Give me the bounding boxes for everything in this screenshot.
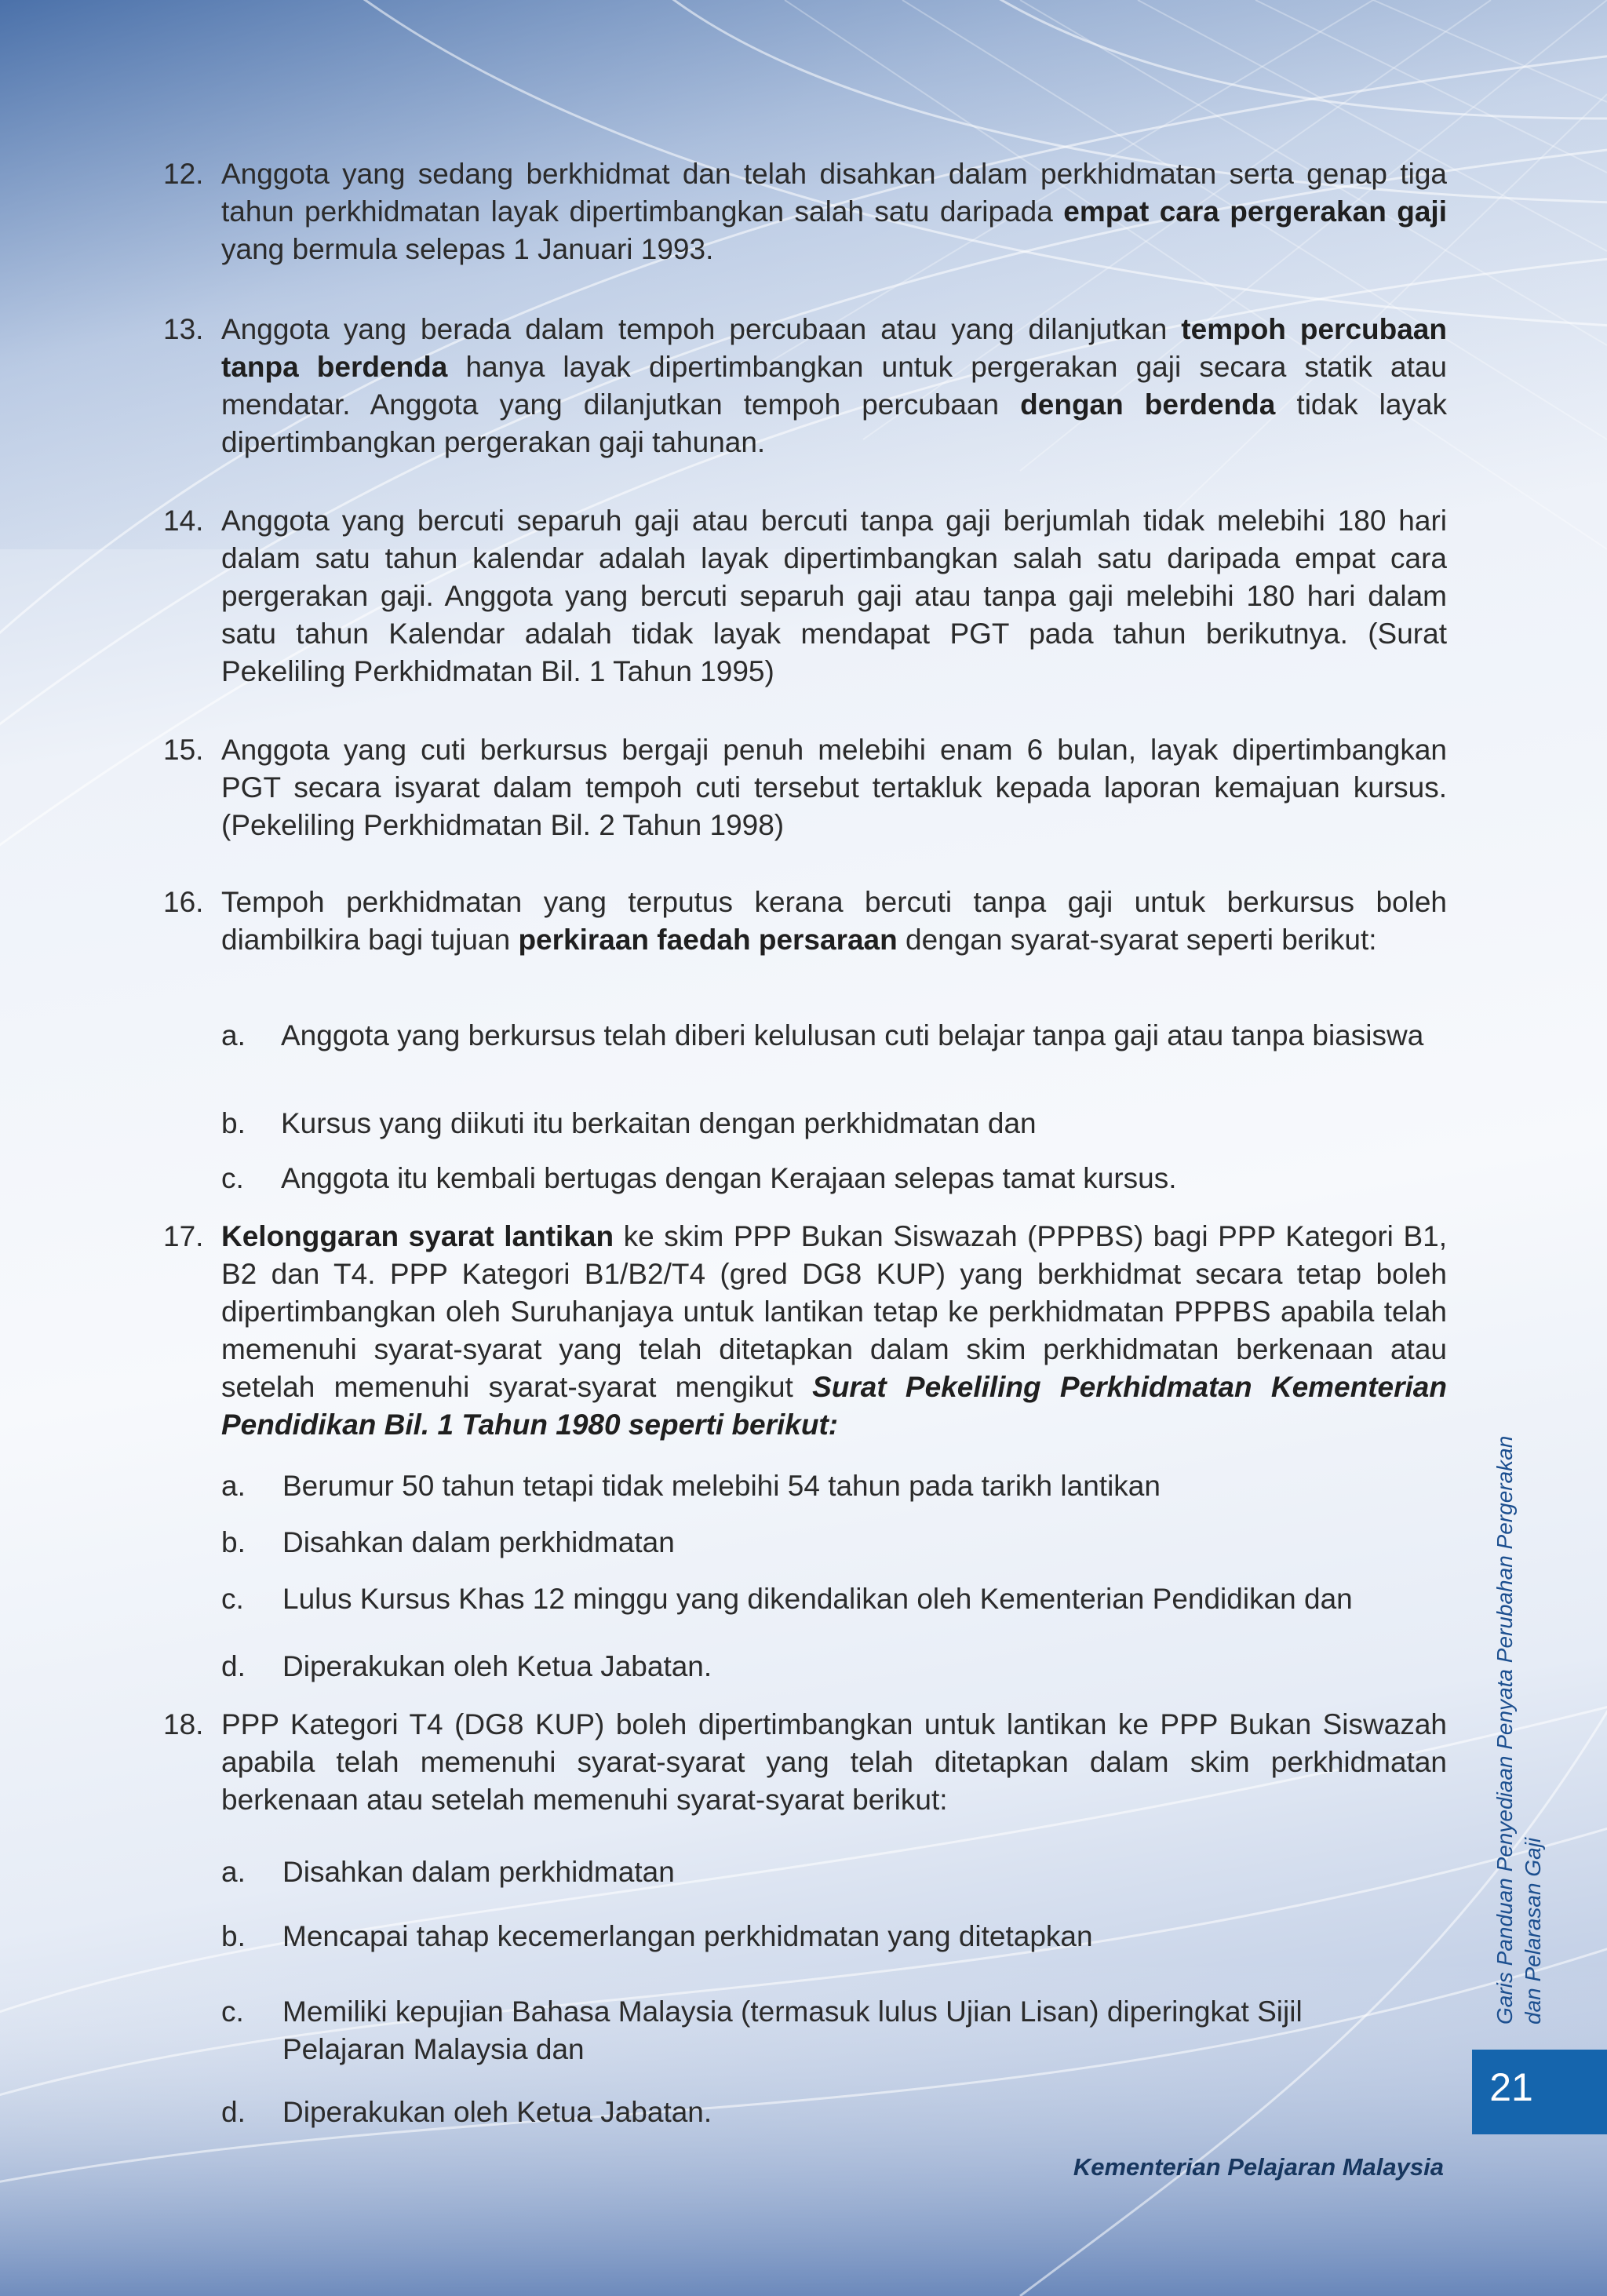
sub-item-text: Lulus Kursus Khas 12 minggu yang dikendalikan oleh Kementerian Pendidikan dan <box>282 1583 1353 1615</box>
text-segment: yang bermula selepas 1 Januari 1993. <box>221 233 714 265</box>
sub-item-letter: a. <box>221 1856 246 1888</box>
bold-text-segment: Surat Pekeliling Perkhidmatan Kementerian Pendidikan Bil. 1 Tahun 1980 seperti berikut: <box>221 1371 1447 1441</box>
footer-ministry: Kementerian Pelajaran Malaysia <box>1073 2153 1444 2181</box>
sub-item-letter: b. <box>221 1526 246 1558</box>
paragraph-body <box>221 155 1447 268</box>
bold-text-segment: tempoh percubaan tanpa berdenda <box>221 313 1447 383</box>
sub-item-letter: a. <box>221 1470 246 1502</box>
paragraph-number: 14. <box>163 505 204 537</box>
paragraph-number: 17. <box>163 1220 204 1252</box>
paragraph-14 <box>163 502 1447 691</box>
paragraph-13 <box>163 311 1447 461</box>
paragraph-body <box>221 731 1447 844</box>
sub-item-letter: d. <box>221 2096 246 2128</box>
paragraph-number: 12. <box>163 158 204 190</box>
sub-item-text: Disahkan dalam perkhidmatan <box>282 1856 675 1888</box>
text-segment: Anggota yang bercuti separuh gaji atau bercuti tanpa gaji berjumlah tidak melebihi 180 hari dalam satu tahun kalendar adalah layak dipertimbangkan salah satu daripada empat cara pergerakan gaji. Anggota yang bercuti separuh gaji atau tanpa gaji melebihi 180 hari dalam satu tahun Kalendar adalah tidak layak mendapat PGT pada tahun berikutnya. (Surat Pekeliling Perkhidmatan Bil. 1 Tahun 1995) <box>221 505 1447 687</box>
sub-item-17c <box>221 1580 1445 1618</box>
side-caption <box>1491 1397 1546 2024</box>
sub-item-18a <box>221 1853 1445 1891</box>
sub-item-text: Memiliki kepujian Bahasa Malaysia (termasuk lulus Ujian Lisan) diperingkat Sijil Pelajaran Malaysia dan <box>282 1995 1303 2065</box>
text-segment: hanya layak dipertimbangkan untuk pergerakan gaji secara statik atau mendatar. Anggota yang dilanjutkan tempoh percubaan <box>221 351 1448 421</box>
side-caption-line-1: Garis Panduan Penyediaan Penyata Perubahan Pergerakan <box>1492 1435 1517 2024</box>
sub-item-16a <box>221 1017 1445 1055</box>
bold-text-segment: Kelonggaran syarat lantikan <box>221 1220 614 1252</box>
sub-item-letter: b. <box>221 1107 246 1139</box>
text-segment: dengan syarat-syarat seperti berikut: <box>897 924 1377 956</box>
text-segment: Anggota yang berada dalam tempoh percubaan atau yang dilanjutkan <box>221 313 1182 345</box>
sub-item-text: Anggota yang berkursus telah diberi kelulusan cuti belajar tanpa gaji atau tanpa biasiswa <box>281 1019 1424 1051</box>
text-segment: Anggota yang cuti berkursus bergaji penuh melebihi enam 6 bulan, layak dipertimbangkan PGT secara isyarat dalam tempoh cuti tersebut tertakluk kepada laporan kemajuan kursus. (Pekeliling Perkhidmatan Bil. 2 Tahun 1998) <box>221 734 1447 841</box>
sub-item-text: Kursus yang diikuti itu berkaitan dengan perkhidmatan dan <box>281 1107 1037 1139</box>
bold-text-segment: dengan berdenda <box>1020 388 1276 421</box>
sub-item-16b <box>221 1105 1445 1143</box>
paragraph-body <box>221 502 1447 691</box>
bold-text-segment: empat cara pergerakan gaji <box>1063 195 1447 228</box>
text-segment: tidak layak dipertimbangkan pergerakan gaji tahunan. <box>221 388 1448 458</box>
page-number-box <box>1472 2050 1607 2134</box>
paragraph-body <box>221 1218 1447 1444</box>
paragraph-body <box>221 311 1447 461</box>
side-caption-line-2: dan Pelarasan Gaji <box>1521 1837 1545 2024</box>
text-segment: Tempoh perkhidmatan yang terputus kerana bercuti tanpa gaji untuk berkursus boleh diambilkira bagi tujuan <box>221 886 1447 956</box>
bold-text-segment: perkiraan faedah persaraan <box>518 924 898 956</box>
paragraph-12 <box>163 155 1447 268</box>
text-segment: Anggota yang sedang berkhidmat dan telah disahkan dalam perkhidmatan serta genap tiga tahun perkhidmatan layak dipertimbangkan salah satu daripada <box>221 158 1447 228</box>
paragraph-number: 16. <box>163 886 204 918</box>
sub-item-text: Anggota itu kembali bertugas dengan Kerajaan selepas tamat kursus. <box>281 1162 1177 1194</box>
sub-item-text: Mencapai tahap kecemerlangan perkhidmatan yang ditetapkan <box>282 1920 1093 1952</box>
paragraph-body <box>221 1706 1447 1819</box>
sub-item-letter: c. <box>221 1583 244 1615</box>
sub-item-16c <box>221 1160 1445 1197</box>
text-segment: PPP Kategori T4 (DG8 KUP) boleh dipertimbangkan untuk lantikan ke PPP Bukan Siswazah apabila telah memenuhi syarat-syarat yang telah ditetapkan dalam skim perkhidmatan berkenaan atau setelah memenuhi syarat-syarat berikut: <box>221 1708 1447 1816</box>
paragraph-15 <box>163 731 1447 844</box>
sub-item-18b <box>221 1918 1445 1955</box>
paragraph-18 <box>163 1706 1447 1819</box>
page-number: 21 <box>1489 2065 1533 2109</box>
paragraph-number: 13. <box>163 313 204 345</box>
sub-item-18d <box>221 2094 1445 2131</box>
sub-item-letter: b. <box>221 1920 246 1952</box>
sub-item-letter: c. <box>221 1162 244 1194</box>
paragraph-16 <box>163 884 1447 959</box>
sub-item-text: Diperakukan oleh Ketua Jabatan. <box>282 2096 712 2128</box>
sub-item-letter: d. <box>221 1650 246 1682</box>
sub-item-letter: c. <box>221 1995 244 2028</box>
paragraph-number: 18. <box>163 1708 204 1740</box>
paragraph-number: 15. <box>163 734 204 766</box>
sub-item-text: Disahkan dalam perkhidmatan <box>282 1526 675 1558</box>
text-segment: ke skim PPP Bukan Siswazah (PPPBS) bagi PPP Kategori B1, B2 dan T4. PPP Kategori B1/B2/T4 (gred DG8 KUP) yang berkhidmat secara tetap boleh dipertimbangkan oleh Suruhanjaya untuk lantikan tetap ke perkhidmatan PPPBS apabila telah memenuhi syarat-syarat yang telah ditetapkan dalam skim perkhidmatan berkenaan atau setelah memenuhi syarat-syarat mengikut <box>221 1220 1447 1403</box>
sub-item-18c <box>221 1993 1445 2068</box>
sub-item-17b <box>221 1524 1445 1562</box>
sub-item-text: Berumur 50 tahun tetapi tidak melebihi 54 tahun pada tarikh lantikan <box>282 1470 1161 1502</box>
sub-item-17a <box>221 1467 1445 1505</box>
sub-item-17d <box>221 1648 1445 1686</box>
paragraph-17 <box>163 1218 1447 1444</box>
sub-item-letter: a. <box>221 1019 246 1051</box>
paragraph-body <box>221 884 1447 959</box>
sub-item-text: Diperakukan oleh Ketua Jabatan. <box>282 1650 712 1682</box>
side-caption-text <box>1491 1397 1547 2024</box>
